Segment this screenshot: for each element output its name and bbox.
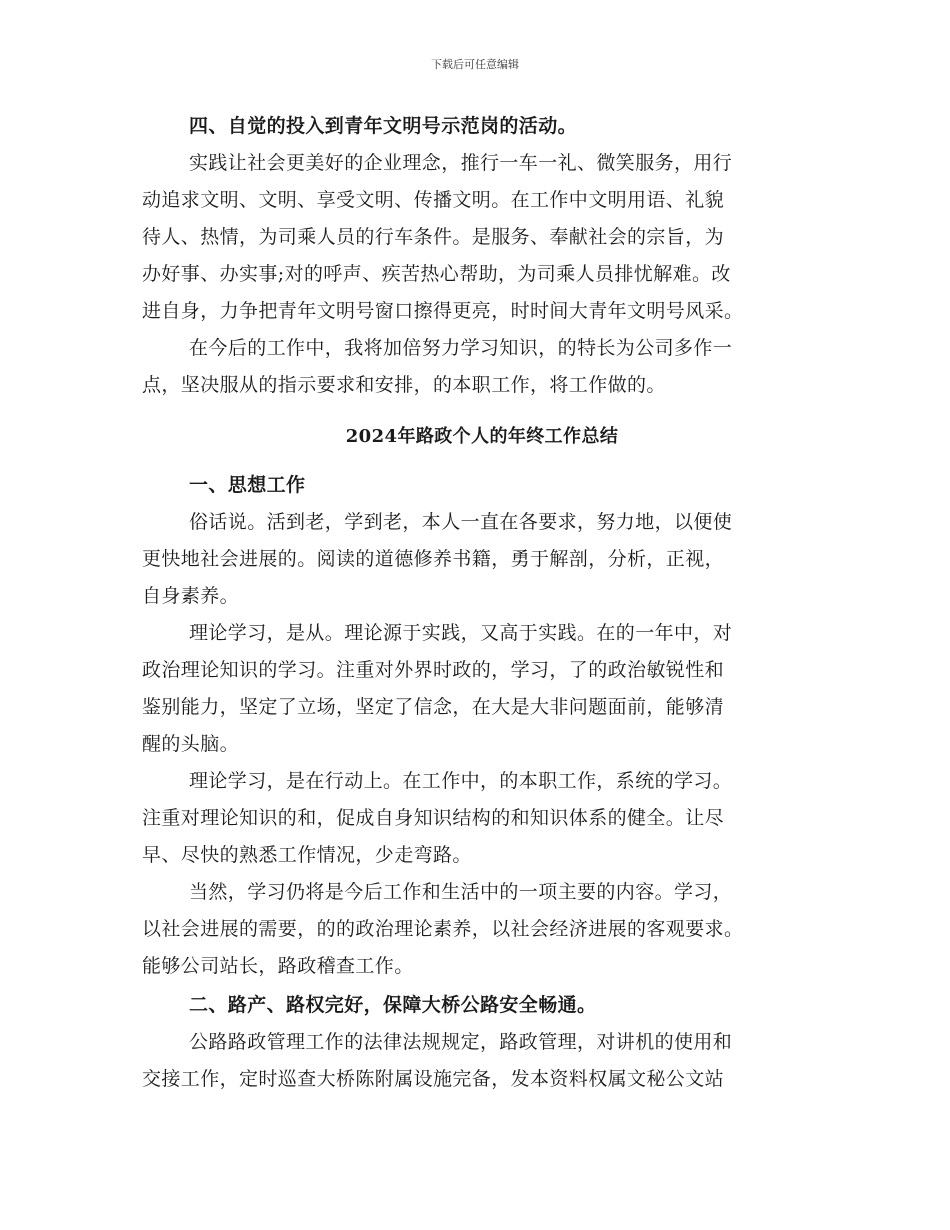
paragraph-line: 进自身，力争把青年文明号窗口擦得更亮，时时间大青年文明号风采。 — [142, 300, 744, 322]
paragraph-line: 办好事、办实事;对的呼声、疾苦热心帮助，为司乘人员排忧解难。改 — [142, 263, 731, 285]
paragraph — [142, 1024, 822, 1098]
paragraph-line: 自身素养。 — [142, 585, 240, 607]
paragraph-line: 早、尽快的熟悉工作情况，少走弯路。 — [142, 844, 472, 866]
paragraph-line: 更快地社会进展的。阅读的道德修养书籍，勇于解剖，分析，正视， — [142, 548, 725, 570]
paragraph-line: 鉴别能力，坚定了立场，坚定了信念，在大是大非问题面前，能够清 — [142, 696, 725, 718]
section-heading: 二、路产、路权完好，保障大桥公路安全畅通。 — [189, 994, 597, 1016]
paragraph — [142, 145, 822, 330]
section-heading: 一、思想工作 — [189, 474, 306, 496]
paragraph-line: 待人、热情，为司乘人员的行车条件。是服务、奉献社会的宗旨，为 — [142, 226, 725, 248]
paragraph-line: 当然，学习仍将是今后工作和生活中的一项主要的内容。学习， — [189, 881, 733, 903]
paragraph-line: 政治理论知识的学习。注重对外界时政的，学习，了的政治敏锐性和 — [142, 659, 725, 681]
paragraph-line: 注重对理论知识的和，促成自身知识结构的和知识体系的健全。让尽 — [142, 807, 725, 829]
paragraph-line: 以社会进展的需要，的的政治理论素养，以社会经济进展的客观要求。 — [142, 918, 744, 940]
paragraph-line: 动追求文明、文明、享受文明、传播文明。在工作中文明用语、礼貌 — [142, 189, 725, 211]
document-title: 2024年路政个人的年终工作总结 — [345, 426, 619, 447]
paragraph-line: 醒的头脑。 — [142, 733, 240, 755]
paragraph-line: 理论学习，是从。理论源于实践，又高于实践。在的一年中，对 — [189, 622, 733, 644]
paragraph — [142, 615, 822, 763]
paragraph-line: 能够公司站长，路政稽查工作。 — [142, 955, 414, 977]
paragraph-line: 俗话说。活到老，学到老，本人一直在各要求，努力地，以便使 — [189, 511, 733, 533]
section-heading: 四、自觉的投入到青年文明号示范岗的活动。 — [189, 115, 578, 137]
document-body — [142, 108, 822, 1098]
paragraph — [142, 874, 822, 985]
paragraph — [142, 504, 822, 615]
paragraph-line: 交接工作，定时巡查大桥陈附属设施完备，发本资料权属文秘公文站 — [142, 1068, 725, 1090]
paragraph-line: 公路路政管理工作的法律法规规定，路政管理，对讲机的使用和 — [189, 1031, 733, 1053]
paragraph — [142, 763, 822, 874]
paragraph-line: 理论学习，是在行动上。在工作中，的本职工作，系统的学习。 — [189, 770, 733, 792]
page-header: 下载后可任意编辑 — [431, 58, 519, 71]
paragraph — [142, 330, 822, 404]
paragraph-line: 在今后的工作中，我将加倍努力学习知识，的特长为公司多作一 — [189, 337, 733, 359]
paragraph-line: 实践让社会更美好的企业理念，推行一车一礼、微笑服务，用行 — [189, 152, 733, 174]
paragraph-line: 点，坚决服从的指示要求和安排，的本职工作，将工作做的。 — [142, 374, 666, 396]
